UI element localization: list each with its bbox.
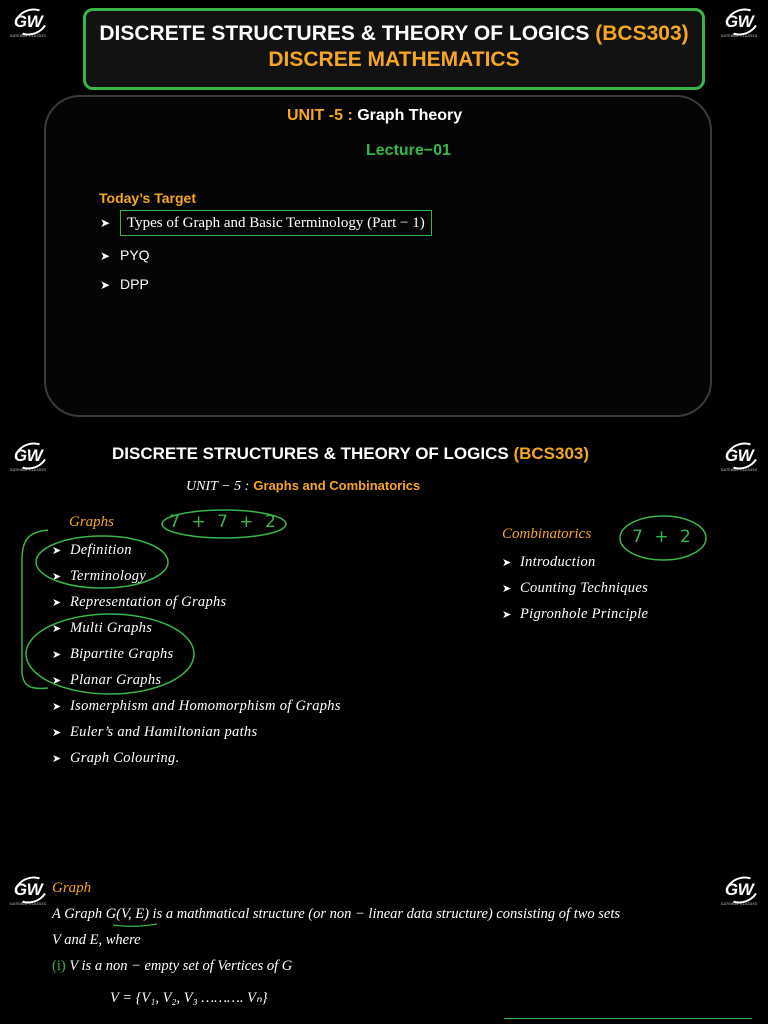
definition-text: (i) V is a non − empty set of Vertices of G [52,958,293,974]
target-item: ➤ Types of Graph and Basic Terminology (Part − 1) [100,214,432,232]
slide-title: DISCRETE STRUCTURES & THEORY OF LOGICS (BCS303) [112,444,590,463]
gateway-logo: GW GATEWAY CLASSES [8,880,48,906]
list-item: ➤ Euler’s and Hamiltonian paths [52,724,258,740]
arrow-bullet-icon: ➤ [100,249,111,263]
arrow-bullet-icon: ➤ [100,278,111,292]
definition-text: A Graph G(V, E) is a mathmatical structure (or non − linear data structure) consisting of two sets [52,906,621,922]
target-item: ➤ DPP [100,276,149,292]
graphs-heading: Graphs [69,514,115,530]
target-item: ➤ PYQ [100,247,150,263]
list-item: ➤ Counting Techniques [502,580,649,596]
list-item: ➤ Planar Graphs [52,672,162,688]
gateway-logo: GW GATEWAY CLASSES [8,12,48,38]
list-item: ➤ Introduction [502,554,596,570]
lecture-number: Lecture−01 [366,142,451,159]
todays-target-heading: Today’s Target [99,190,196,206]
course-subtitle: DISCREE MATHEMATICS [268,48,520,71]
course-title-box [83,8,705,90]
gateway-logo: GW GATEWAY CLASSES [719,880,759,906]
list-item: ➤ Multi Graphs [52,620,153,636]
list-item: ➤ Terminology [52,568,147,584]
list-item: ➤ Definition [52,542,132,558]
handwritten-note: 7 + 7 + 2 [160,508,288,540]
handwritten-annotations [0,520,300,700]
handwritten-note: 7 + 2 [618,514,708,562]
list-item: ➤ Isomerphism and Homomorphism of Graphs [52,698,341,714]
list-item: ➤ Graph Colouring. [52,750,180,766]
combinatorics-heading: Combinatorics [502,526,592,542]
unit-heading: UNIT -5 : Graph Theory [287,107,463,124]
gateway-logo: GW GATEWAY CLASSES [719,446,759,472]
cut-off-text [52,1018,752,1024]
arrow-bullet-icon: ➤ [100,216,111,230]
vertex-set-formula: V = {V₁, V₂, V₃ ………. Vₙ} [110,990,268,1006]
list-item: ➤ Bipartite Graphs [52,646,174,662]
list-item: ➤ Pigronhole Principle [502,606,649,622]
gateway-logo: GW GATEWAY CLASSES [719,12,759,38]
graph-heading: Graph [52,880,92,896]
gateway-logo: GW GATEWAY CLASSES [8,446,48,472]
course-title: DISCRETE STRUCTURES & THEORY OF LOGICS (BCS303) [99,22,689,45]
definition-text: V and E, where [52,932,141,948]
list-item: ➤ Representation of Graphs [52,594,227,610]
underline-annotation [112,922,158,928]
unit-subheading: UNIT − 5 : Graphs and Combinatorics [186,478,421,494]
